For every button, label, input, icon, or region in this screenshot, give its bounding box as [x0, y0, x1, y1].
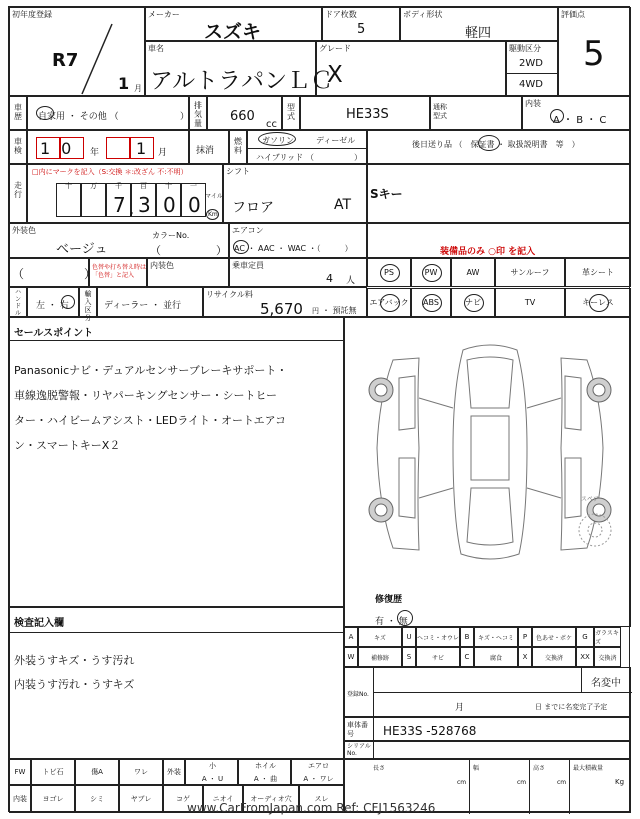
rear-notes-circle: [478, 135, 500, 151]
equipment-option: [411, 288, 451, 317]
maker-cell: [145, 7, 322, 41]
sales-point-line-3: ター・ハイビームアシスト・LEDライト・オートエアコ: [14, 414, 287, 427]
repair-history-label: 修復歴: [375, 595, 403, 605]
interior-item: ニオイ: [203, 785, 243, 813]
color-change-paren-cell: [9, 258, 97, 287]
inspection-year-unit: 年: [90, 148, 100, 158]
interior-item: シミ: [75, 785, 119, 813]
equipment-option-label: PS: [384, 268, 394, 277]
odometer-digit: 3: [138, 193, 151, 217]
odometer-unit: 十: [65, 182, 72, 190]
legend-desc: 交換済: [532, 647, 576, 667]
fw-item: トビ石: [31, 759, 75, 785]
interior-color-label: 内装色: [150, 261, 174, 270]
equipment-circle-mark: [464, 294, 484, 312]
odometer-digit: 0: [163, 193, 176, 217]
odometer-digit: 0: [188, 193, 201, 217]
history-value: 自家用 ・ その他 （: [38, 112, 119, 122]
spare-label: スペア: [581, 496, 600, 503]
car-name-label: 車名: [148, 44, 164, 53]
color-change-paren: （ ）: [12, 267, 97, 281]
exterior-option-label: ホイル: [255, 762, 276, 770]
legend-desc: キズ・ヘコミ: [474, 627, 518, 647]
recycle-deposit: ・ 預託無: [322, 306, 357, 315]
serial-label: シリアルNo.: [347, 743, 371, 757]
maker-label: メーカー: [148, 10, 180, 19]
slash-mark: [80, 22, 114, 96]
legend-code: W: [344, 647, 358, 667]
equipment-option: [367, 258, 411, 287]
inspection-value-cell: [27, 130, 189, 164]
odometer-unit: 一: [190, 182, 197, 190]
shift-type: AT: [334, 197, 352, 213]
certified-model-cell: [430, 96, 522, 130]
score-label: 評価点: [561, 10, 585, 19]
inspector-line-1: 外装うすキズ・うす汚れ: [14, 654, 135, 667]
interior-item: ヨゴレ: [31, 785, 75, 813]
interior-item: コゲ: [163, 785, 203, 813]
damage-legend: [344, 627, 631, 667]
color-change-note: 色替や打ち替え時は「色替」と記入: [92, 264, 147, 279]
inspector-label: 検査記入欄: [14, 618, 64, 629]
fuel-other: （ ）: [306, 153, 362, 162]
body-type-cell: [400, 7, 558, 41]
legend-desc: ヘコミ・オウレ: [416, 627, 460, 647]
grade-label: グレード: [319, 44, 351, 53]
equipment-option: [451, 258, 495, 287]
odometer-unit: 千: [115, 182, 122, 190]
recycle-cell: [203, 287, 367, 317]
exterior-option-cell: [238, 759, 291, 785]
equipment-option-label: エアバック: [369, 298, 409, 307]
first-reg-label: 初年度登録: [12, 10, 52, 19]
registration-no-label: 登録No.: [347, 691, 369, 698]
capacity-unit: 人: [346, 276, 356, 286]
mileage-label-cell: [9, 164, 27, 223]
first-registration-cell: [9, 7, 145, 96]
model-label-cell: [282, 96, 300, 130]
car-name-cell: [145, 41, 334, 96]
handle-value: 左 ・ 右: [36, 301, 69, 311]
odometer-unit: 百: [140, 182, 147, 190]
car-name-value: アルトラパンＬＣ: [150, 68, 334, 94]
notes-cell: [367, 164, 631, 223]
equipment-option-label: AW: [466, 268, 480, 277]
exterior-option-label: エアロ: [308, 762, 329, 770]
mileage-label: 走行: [14, 181, 22, 199]
fuel-hybrid: ハイブリッド: [256, 153, 304, 162]
odometer-digit-cell: [106, 183, 131, 217]
exterior-color-cell: [9, 223, 229, 258]
odometer-unit: 十: [165, 182, 172, 190]
interior-grade-options: A ・ B ・ C: [553, 115, 607, 126]
color-no-label: カラーNo.: [152, 231, 190, 240]
drive-cell: [506, 41, 558, 96]
odometer-digit: 7: [113, 193, 126, 217]
interior-item: スレ: [299, 785, 344, 813]
registration-month: 月: [455, 703, 465, 713]
max-load-label: 最大積載量: [573, 765, 604, 772]
length-unit: cm: [457, 779, 467, 786]
exterior-option-label: 小: [209, 762, 216, 770]
vin-label: 車体番号: [347, 721, 368, 738]
exterior-label: 外装: [163, 759, 185, 785]
vin-cell: [344, 717, 631, 741]
width-unit: cm: [517, 779, 527, 786]
score-value: 5: [583, 34, 605, 74]
inspection-label-cell: [9, 130, 27, 164]
equipment-option: [565, 258, 631, 287]
inspection-month-unit: 月: [158, 148, 168, 158]
vin-value: HE33S -528768: [383, 724, 477, 738]
model-label: 型式: [287, 103, 295, 121]
equipment-option-label: ABS: [423, 298, 439, 307]
model-value: HE33S: [346, 107, 389, 122]
recycle-yen: 円: [312, 307, 319, 315]
exterior-option-cell: [185, 759, 238, 785]
inspector-box: [9, 607, 344, 759]
legend-desc: ガラスキズ: [594, 627, 621, 647]
legend-desc: 交換済: [594, 647, 621, 667]
exterior-option-values: A ・ ワレ: [303, 775, 334, 783]
repair-history-value: 有 ・ 無: [375, 617, 408, 627]
mileage-note: □内にマークを記入（S:交換 ＊:改ざん 不:不明）: [32, 168, 188, 176]
import-label-cell: [79, 287, 97, 322]
auction-sheet: [8, 6, 630, 815]
history-circle-mark: [36, 106, 54, 120]
odometer-digits: [56, 179, 206, 219]
interior-item: ヤブレ: [119, 785, 163, 813]
drive-label: 駆動区分: [509, 44, 541, 53]
exterior-color-label: 外装色: [12, 226, 36, 235]
handle-circle: [61, 295, 75, 309]
legend-desc: キズ: [358, 627, 402, 647]
exterior-color-value: ベージュ: [56, 242, 108, 257]
capacity-value: 4: [326, 272, 333, 285]
doors-label: ドア枚数: [325, 10, 357, 19]
history-label-cell: [9, 96, 27, 130]
sales-point-box: [9, 317, 344, 607]
equipment-option-label: PW: [424, 268, 438, 277]
aircon-cell: [229, 223, 367, 258]
interior-grade-circle: [550, 109, 564, 123]
mileage-value-cell: [27, 164, 223, 223]
equipment-option: [411, 258, 451, 287]
equipment-option: [451, 288, 495, 317]
color-no-value: （ ）: [150, 244, 227, 257]
repair-history-circle: [397, 610, 413, 626]
car-diagram: [359, 338, 621, 568]
registration-day-note: 日 までに名変完了予定: [535, 703, 608, 711]
equipment-option: [495, 288, 565, 317]
aircon-options: AC ・ AAC ・ WAC ・（ ）: [234, 244, 353, 253]
drive-4wd: 4WD: [519, 79, 543, 90]
fw-item: ワレ: [119, 759, 163, 785]
body-type-value: 軽四: [465, 26, 492, 41]
height-label: 高さ: [533, 765, 546, 772]
interior-grade-label: 内装: [525, 99, 541, 108]
legend-desc: 色あせ・ボケ: [532, 627, 576, 647]
odometer-digit-cell: [131, 183, 156, 217]
equipment-header-cell: [367, 223, 631, 258]
lapse-cell: [189, 130, 229, 164]
odometer-unit: 万: [90, 182, 97, 190]
exterior-option-values: A ・ U: [201, 775, 224, 783]
width-label: 幅: [473, 765, 480, 772]
interior-color-cell: [147, 258, 229, 287]
certified-model-label: 通称型式: [433, 103, 447, 120]
grade-cell: [316, 41, 506, 96]
equipment-circle-mark: [589, 294, 609, 312]
month-unit: 月: [134, 84, 142, 93]
legend-desc: 補修跡: [358, 647, 402, 667]
history-close: ）: [180, 112, 190, 122]
equipment-option-label: 革シート: [582, 268, 614, 277]
model-value-cell: [300, 96, 430, 130]
color-change-note-cell: [89, 258, 147, 287]
km-label: Km: [208, 211, 218, 218]
equipment-note: 装備品のみ ○印 を記入: [440, 247, 536, 257]
rear-notes-cell: [367, 130, 631, 164]
max-load-unit: Kg: [615, 778, 625, 786]
odometer-digit-cell: [156, 183, 181, 217]
odometer-digit-cell: [81, 183, 106, 217]
exterior-option-cell: [291, 759, 344, 785]
legend-code: S: [402, 647, 416, 667]
equipment-option-label: ナビ: [465, 298, 481, 307]
score-cell: [558, 7, 631, 96]
shift-label: シフト: [226, 167, 250, 176]
legend-desc: 腐食: [474, 647, 518, 667]
inspection-year: 10: [40, 139, 83, 158]
serial-cell: [344, 741, 631, 759]
grade-value: X: [327, 62, 343, 88]
equipment-circle-mark: [422, 264, 442, 282]
legend-code: B: [460, 627, 474, 647]
fuel-gasoline: ガソリン: [262, 136, 294, 145]
capacity-label: 乗車定員: [232, 261, 264, 270]
import-value: ディーラー ・ 並行: [104, 301, 182, 311]
legend-code: U: [402, 627, 416, 647]
recycle-label: リサイクル料: [206, 290, 253, 299]
fuel-diesel: ディーゼル: [316, 136, 356, 145]
watermark: www.CarFromJapan.com Ref: CFJ1563246: [187, 801, 436, 815]
handle-label-cell: [9, 287, 27, 317]
equipment-circle-mark: [422, 294, 442, 312]
first-reg-month: 1: [118, 74, 130, 93]
key-note: Sキー: [370, 187, 403, 201]
first-reg-era: R7: [52, 50, 79, 71]
registration-cell: [344, 667, 631, 717]
fuel-label-cell: [229, 130, 247, 164]
drive-2wd: 2WD: [519, 58, 543, 69]
legend-code: XX: [576, 647, 594, 667]
fw-row: [9, 759, 344, 785]
legend-code: A: [344, 627, 358, 647]
name-change-label: 名変中: [591, 678, 621, 689]
legend-code: P: [518, 627, 532, 647]
displacement-unit: cc: [266, 119, 277, 130]
equipment-option: [367, 288, 411, 317]
odometer-digit-cell: [56, 183, 81, 217]
exterior-option-values: A ・ 曲: [253, 775, 278, 783]
body-type-label: ボディ形状: [403, 10, 443, 19]
inspection-month: 1: [136, 139, 147, 158]
fuel-value-cell: [247, 130, 367, 164]
import-label: 輸入区分: [84, 290, 92, 322]
displacement-label-cell: [189, 96, 207, 130]
inspector-line-2: 内装うす汚れ・うすキズ: [14, 678, 135, 691]
legend-desc: サビ: [416, 647, 460, 667]
interior-grade-cell: [522, 96, 631, 130]
car-diagram-panel: [344, 317, 631, 627]
maker-value: スズキ: [204, 21, 262, 43]
displacement-value-cell: [207, 96, 282, 130]
aircon-label: エアコン: [232, 226, 264, 235]
history-label: 車歴: [14, 103, 22, 121]
handle-label: ハンドル: [14, 289, 21, 317]
fuel-label: 燃料: [234, 137, 242, 155]
sales-point-line-2: 車線逸脱警報・リヤパーキングセンサー・シートヒー: [14, 389, 278, 402]
recycle-value: 5,670: [260, 300, 303, 318]
history-value-cell: [27, 96, 189, 130]
displacement-label: 排気量: [194, 101, 202, 128]
sales-point-label: セールスポイント: [14, 328, 94, 339]
legend-code: G: [576, 627, 594, 647]
fw-item: 傷A: [75, 759, 119, 785]
shift-cell: [223, 164, 367, 223]
sales-point-line-1: Panasonicナビ・デュアルセンサーブレーキサポート・: [14, 364, 288, 377]
doors-cell: [322, 7, 400, 41]
equipment-option: [495, 258, 565, 287]
aircon-circle: [233, 240, 249, 254]
equipment-option-label: TV: [524, 298, 536, 307]
handle-value-cell: [27, 287, 79, 317]
equipment-grid: [367, 258, 631, 317]
shift-floor: フロア: [232, 200, 274, 216]
sales-point-line-4: ン・スマートキーX２: [14, 439, 121, 452]
odometer-digit-cell: [181, 183, 206, 217]
height-unit: cm: [557, 779, 567, 786]
equipment-circle-mark: [380, 294, 400, 312]
import-value-cell: [97, 287, 203, 317]
equipment-option-label: キーレス: [582, 298, 614, 307]
legend-code: C: [460, 647, 474, 667]
inspection-label: 車検: [14, 137, 22, 155]
length-label: 長さ: [373, 765, 386, 772]
interior-item: オーディオ穴: [243, 785, 299, 813]
displacement-value: 660: [230, 109, 255, 124]
interior-label: 内装: [9, 785, 31, 813]
lapse-label: 抹消: [196, 146, 215, 156]
capacity-cell: [229, 258, 367, 287]
rear-notes: 後日送り品 （ 保証書 ・ 取扱説明書 等 ）: [412, 140, 580, 149]
equipment-option: [565, 288, 631, 317]
mile-label: マイル: [205, 193, 223, 200]
odometer-comma: ,: [129, 199, 135, 218]
legend-code: X: [518, 647, 532, 667]
equipment-option-label: サンルーフ: [510, 268, 550, 277]
equipment-circle-mark: [380, 264, 400, 282]
fw-label: FW: [9, 759, 31, 785]
doors-value: 5: [357, 22, 366, 37]
fuel-circle-mark: [258, 132, 296, 146]
